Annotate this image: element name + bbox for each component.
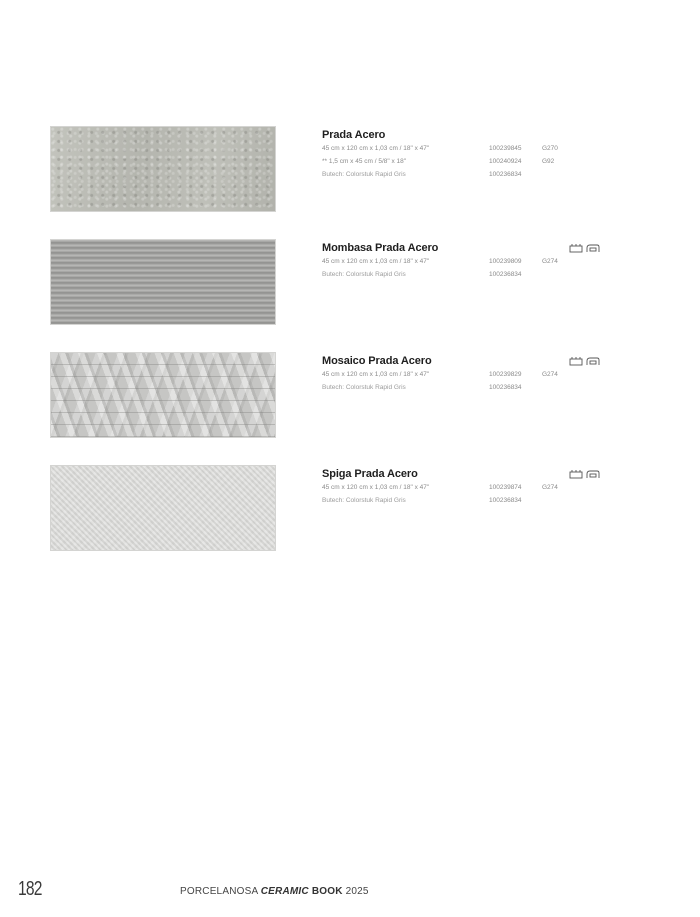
tile-swatch-image xyxy=(50,352,276,438)
usage-icons xyxy=(569,469,600,479)
product-name: Prada Acero xyxy=(322,129,386,141)
grout-recommendation: Butech: Colorstuk Rapid Gris xyxy=(322,171,406,178)
product-name: Mombasa Prada Acero xyxy=(322,242,439,254)
usage-icons xyxy=(569,356,600,366)
product-dimensions: 45 cm x 120 cm x 1,03 cm / 18" x 47" xyxy=(322,371,430,378)
product-code: 100239829 xyxy=(489,371,522,378)
bathtub-icon xyxy=(569,243,583,253)
product-dimensions: 45 cm x 120 cm x 1,03 cm / 18" x 47" xyxy=(322,145,430,152)
grout-code: 100236834 xyxy=(489,271,522,278)
product-dimensions: 45 cm x 120 cm x 1,03 cm / 18" x 47" xyxy=(322,484,430,491)
footer-brand: PORCELANOSA xyxy=(180,886,258,897)
grout-code: 100236834 xyxy=(489,497,522,504)
bathtub-icon xyxy=(569,356,583,366)
product-code: 100239809 xyxy=(489,258,522,265)
product-group: G270 xyxy=(542,145,558,152)
grout-code: 100236834 xyxy=(489,171,522,178)
usage-icons xyxy=(569,243,600,253)
footer-year: 2025 xyxy=(345,886,369,897)
product-group: G274 xyxy=(542,258,558,265)
product-code: 100240924 xyxy=(489,158,522,165)
product-group: G92 xyxy=(542,158,555,165)
product-group: G274 xyxy=(542,371,558,378)
product-group: G274 xyxy=(542,484,558,491)
sink-icon xyxy=(586,356,600,366)
grout-code: 100236834 xyxy=(489,384,522,391)
grout-recommendation: Butech: Colorstuk Rapid Gris xyxy=(322,497,406,504)
product-code: 100239874 xyxy=(489,484,522,491)
tile-swatch-image xyxy=(50,465,276,551)
product-spiga-prada-acero xyxy=(0,465,700,555)
footer-title xyxy=(180,886,369,897)
footer-ceramic: CERAMIC xyxy=(260,886,309,897)
grout-recommendation: Butech: Colorstuk Rapid Gris xyxy=(322,384,406,391)
page-number: 182 xyxy=(18,878,42,900)
product-dimensions: 45 cm x 120 cm x 1,03 cm / 18" x 47" xyxy=(322,258,430,265)
product-mosaico-prada-acero xyxy=(0,352,700,442)
product-name: Spiga Prada Acero xyxy=(322,468,418,480)
product-prada-acero xyxy=(0,126,700,216)
product-info xyxy=(322,128,622,178)
tile-swatch-image xyxy=(50,239,276,325)
tile-swatch-image xyxy=(50,126,276,212)
bathtub-icon xyxy=(569,469,583,479)
footer-book: BOOK xyxy=(311,886,343,897)
sink-icon xyxy=(586,243,600,253)
product-mombasa-prada-acero xyxy=(0,239,700,329)
product-code: 100239845 xyxy=(489,145,522,152)
sink-icon xyxy=(586,469,600,479)
grout-recommendation: Butech: Colorstuk Rapid Gris xyxy=(322,271,406,278)
product-trim-dimensions: ** 1,5 cm x 45 cm / 5/8" x 18" xyxy=(322,158,407,165)
product-name: Mosaico Prada Acero xyxy=(322,355,432,367)
